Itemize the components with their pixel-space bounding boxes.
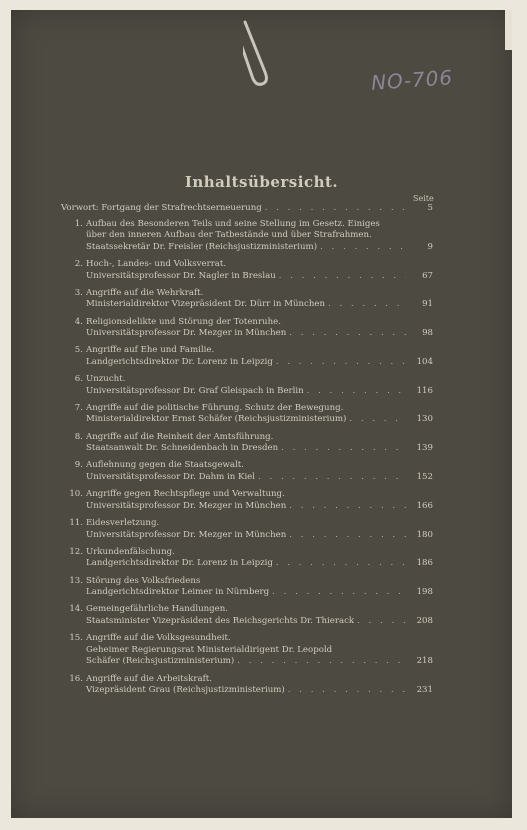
toc-entry: [61, 674, 433, 697]
dot-leader: [276, 357, 406, 369]
entry-body: [86, 604, 433, 627]
page-column-label: Seite: [413, 194, 434, 203]
entry-body: [86, 432, 433, 455]
toc-entry: [61, 547, 433, 570]
entry-title-line: Auflehnung gegen die Staatsgewalt.: [86, 460, 244, 471]
entry-author: Landgerichtsdirektor Leimer in Nürnberg: [86, 587, 270, 598]
toc-entry: [61, 518, 433, 541]
entry-page: 152: [416, 472, 433, 483]
entry-number: 15.: [69, 633, 83, 644]
entry-author: Schäfer (Reichsjustizministerium): [86, 656, 235, 667]
toc-entry: [61, 576, 433, 599]
handwritten-annotation: NO-706: [370, 65, 454, 95]
entry-author: Vizepräsident Grau (Reichsjustizministerium): [86, 685, 285, 696]
entry-author: Ministerialdirektor Ernst Schäfer (Reichsjustizministerium): [86, 414, 347, 425]
dot-leader: [307, 386, 406, 398]
entry-body: [86, 633, 433, 668]
entry-body: [86, 518, 433, 541]
entry-number: 12.: [69, 546, 83, 557]
entry-number: 10.: [69, 489, 83, 500]
entry-body: [86, 374, 433, 397]
entry-page: 116: [416, 385, 433, 396]
dot-leader: [289, 501, 406, 513]
entry-page: 130: [416, 414, 433, 425]
toc-preface: [61, 203, 433, 215]
entry-page: 67: [422, 270, 433, 281]
entry-title-line: Geheimer Regierungsrat Ministerialdirigent Dr. Leopold: [86, 644, 333, 655]
entry-title-line: Angriffe auf die politische Führung. Schutz der Bewegung.: [86, 402, 344, 413]
toc-entry: [61, 403, 433, 426]
entry-page: 91: [422, 299, 433, 310]
entry-body: [86, 489, 433, 512]
dot-leader: [276, 558, 406, 570]
toc-entry: [61, 259, 433, 282]
entry-number: 8.: [74, 431, 83, 442]
entry-author: Staatssekretär Dr. Freisler (Reichsjustizministerium): [86, 241, 318, 252]
toc-entry: [61, 460, 433, 483]
entry-title-line: Angriffe auf Ehe und Familie.: [86, 345, 215, 356]
entry-body: [86, 576, 433, 599]
toc-entry: [61, 489, 433, 512]
preface-text: Vorwort: Fortgang der Strafrechtserneuerung: [61, 203, 262, 213]
toc-entry: [61, 345, 433, 368]
entry-author: Universitätsprofessor Dr. Mezger in München: [86, 328, 287, 339]
page-edge-strip: [505, 10, 512, 50]
entry-author: Universitätsprofessor Dr. Mezger in München: [86, 529, 287, 540]
dot-leader: [258, 472, 406, 484]
entry-number: 3.: [74, 287, 83, 298]
entry-page: 198: [416, 587, 433, 598]
toc-entry: [61, 633, 433, 668]
entry-body: [86, 403, 433, 426]
dot-leader: [289, 328, 406, 340]
entry-title-line: über den inneren Aufbau der Tatbestände und über Strafrahmen.: [86, 230, 372, 241]
dot-leader: [281, 443, 406, 455]
entry-title-line: Urkundenfälschung.: [86, 546, 175, 557]
preface-page: 5: [427, 203, 433, 213]
entry-page: 180: [416, 529, 433, 540]
entry-title-line: Störung des Volksfriedens: [86, 575, 201, 586]
entry-body: [86, 259, 433, 282]
entry-body: [86, 547, 433, 570]
dot-leader: [272, 587, 406, 599]
toc-entry: [61, 317, 433, 340]
dot-leader: [288, 685, 406, 697]
entry-title-line: Angriffe auf die Arbeitskraft.: [86, 673, 212, 684]
entry-title-line: Angriffe gegen Rechtspflege und Verwaltung.: [86, 489, 285, 500]
entry-title-line: Aufbau des Besonderen Teils und seine Stellung im Gesetz. Einiges: [86, 218, 380, 229]
entry-number: 1.: [74, 218, 83, 229]
toc-entry: [61, 432, 433, 455]
entry-title-line: Hoch-, Landes- und Volksverrat.: [86, 258, 227, 269]
page-title: Inhaltsübersicht.: [184, 173, 339, 191]
document-page: [11, 10, 512, 818]
entry-page: 9: [427, 241, 433, 252]
entry-body: [86, 219, 433, 254]
dot-leader: [357, 616, 406, 628]
entry-author: Staatsanwalt Dr. Schneidenbach in Dresden: [86, 443, 279, 454]
entry-title-line: Unzucht.: [86, 374, 126, 385]
dot-leader: [265, 203, 406, 215]
dot-leader: [328, 299, 406, 311]
entry-page: 98: [422, 328, 433, 339]
toc-entry: [61, 288, 433, 311]
entry-author: Landgerichtsdirektor Dr. Lorenz in Leipzig: [86, 356, 273, 367]
toc-entry: [61, 604, 433, 627]
entry-title-line: Eidesverletzung.: [86, 518, 160, 528]
entry-title-line: Angriffe auf die Wehrkraft.: [86, 287, 204, 298]
toc-entry: [61, 219, 433, 254]
entry-page: 166: [416, 500, 433, 511]
dot-leader: [320, 242, 406, 254]
entry-page: 186: [416, 558, 433, 569]
entry-author: Universitätsprofessor Dr. Dahm in Kiel: [86, 472, 256, 483]
entry-body: [86, 317, 433, 340]
entry-body: [86, 345, 433, 368]
toc-entry: [61, 374, 433, 397]
entry-author: Staatsminister Vizepräsident des Reichsgerichts Dr. Thierack: [86, 615, 355, 626]
entry-title-line: Angriffe auf die Reinheit der Amtsführung.: [86, 431, 274, 442]
entry-number: 6.: [74, 374, 83, 385]
entry-number: 13.: [69, 575, 83, 586]
entry-author: Landgerichtsdirektor Dr. Lorenz in Leipzig: [86, 558, 273, 569]
entry-page: 218: [416, 656, 433, 667]
entry-number: 14.: [69, 604, 83, 615]
entry-number: 7.: [74, 402, 83, 413]
entry-page: 139: [416, 443, 433, 454]
entry-number: 2.: [74, 258, 83, 269]
entry-title-line: Religionsdelikte und Störung der Totenruhe.: [86, 316, 281, 327]
entry-author: Ministerialdirektor Vizepräsident Dr. Dürr in München: [86, 299, 325, 310]
paper-clip-icon: [243, 20, 273, 90]
dot-leader: [279, 271, 406, 283]
entry-page: 104: [416, 356, 433, 367]
entry-number: 9.: [74, 460, 83, 471]
entry-author: Universitätsprofessor Dr. Graf Gleispach in Berlin: [86, 385, 304, 396]
entry-body: [86, 674, 433, 697]
entry-number: 11.: [69, 518, 83, 528]
entry-body: [86, 460, 433, 483]
table-of-contents: [61, 203, 433, 702]
entry-number: 4.: [74, 316, 83, 327]
entry-author: Universitätsprofessor Dr. Nagler in Breslau: [86, 270, 276, 281]
entry-title-line: Angriffe auf die Volksgesundheit.: [86, 633, 231, 644]
entry-body: [86, 288, 433, 311]
dot-leader: [349, 414, 406, 426]
dot-leader: [237, 656, 406, 668]
entry-page: 231: [416, 685, 433, 696]
entry-title-line: Gemeingefährliche Handlungen.: [86, 604, 228, 615]
entry-number: 16.: [69, 673, 83, 684]
dot-leader: [289, 530, 406, 542]
entry-page: 208: [416, 615, 433, 626]
entry-number: 5.: [74, 345, 83, 356]
entry-author: Universitätsprofessor Dr. Mezger in München: [86, 500, 287, 511]
